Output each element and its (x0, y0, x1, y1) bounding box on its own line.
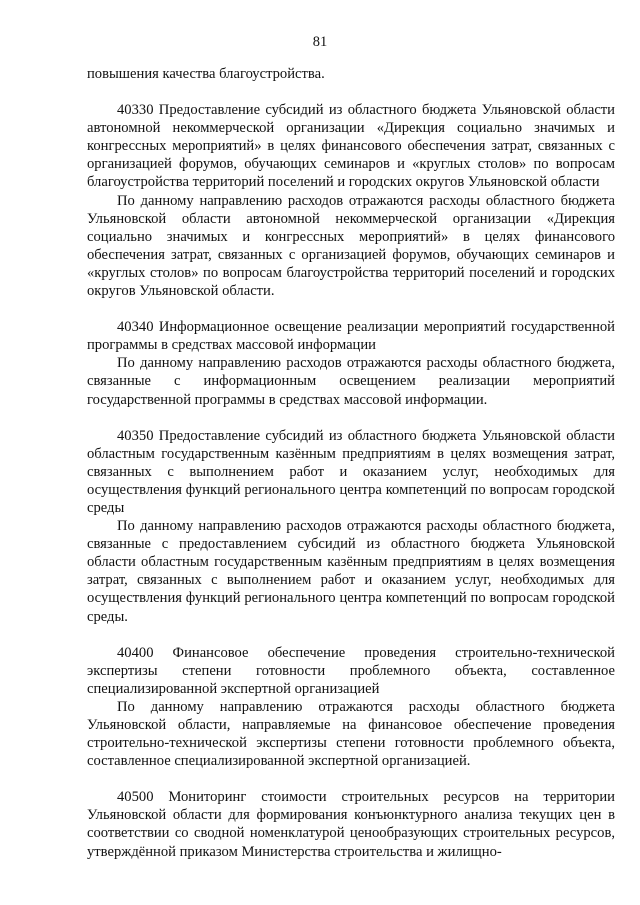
paragraph-40330-description: По данному направлению расходов отражаются расходы областного бюджета Ульяновской области автономной некоммерческой организации «Дирекция социально значимых и конгрессных мероприятий» в целях финансового обеспечения затрат, связанных с организацией форумов, обучающих семинаров и «круглых столов» по вопросам благоустройства территорий поселений и городских округов Ульяновской области. (87, 192, 615, 300)
paragraph-gap (87, 300, 615, 318)
paragraph-gap (87, 770, 615, 788)
paragraph-40350-heading: 40350 Предоставление субсидий из областного бюджета Ульяновской области областным государственным казённым предприятиям в целях возмещения затрат, связанных с выполнением работ и оказанием услуг, необходимых для осуществления функций регионального центра компетенций по вопросам городской среды (87, 427, 615, 516)
paragraph-gap (87, 83, 615, 101)
document-body (87, 65, 615, 861)
paragraph-40350-description: По данному направлению расходов отражаются расходы областного бюджета, связанные с предоставлением субсидий из областного бюджета Ульяновской области областным государственным казённым предприятиям в целях возмещения затрат, связанных с выполнением работ и оказанием услуг, необходимых для осуществления функций регионального центра компетенций по вопросам городской среды. (87, 518, 615, 625)
page-number: 81 (312, 34, 328, 50)
paragraph-gap (87, 626, 615, 644)
paragraph-40400-heading: 40400 Финансовое обеспечение проведения строительно-технической экспертизы степени готовности проблемного объекта, составленное специализированной экспертной организацией (87, 644, 615, 697)
paragraph-continuation: повышения качества благоустройства. (87, 66, 325, 82)
paragraph-40330-heading: 40330 Предоставление субсидий из областного бюджета Ульяновской области автономной некоммерческой организации «Дирекция социально значимых и конгрессных мероприятий» в целях финансового обеспечения затрат, связанных с организацией форумов, обучающих семинаров и «круглых столов» по вопросам благоустройства территорий поселений и городских округов Ульяновской области (87, 102, 615, 191)
paragraph-gap (87, 409, 615, 427)
paragraph-40340-heading: 40340 Информационное освещение реализации мероприятий государственной программы в средствах массовой информации (87, 319, 615, 354)
paragraph-40400-description: По данному направлению отражаются расходы областного бюджета Ульяновской области, направляемые на финансовое обеспечение проведения строительно-технической экспертизы степени готовности проблемного объекта, составленное специализированной экспертной организацией. (87, 698, 615, 770)
paragraph-40340-description: По данному направлению расходов отражаются расходы областного бюджета, связанные с информационным освещением реализации мероприятий государственной программы в средствах массовой информации. (87, 355, 615, 408)
paragraph-40500-heading: 40500 Мониторинг стоимости строительных ресурсов на территории Ульяновской области для формирования конъюнктурного анализа текущих цен в соответствии со сводной номенклатурой ценообразующих строительных ресурсов, утверждённой приказом Министерства строительства и жилищно- (87, 789, 615, 860)
